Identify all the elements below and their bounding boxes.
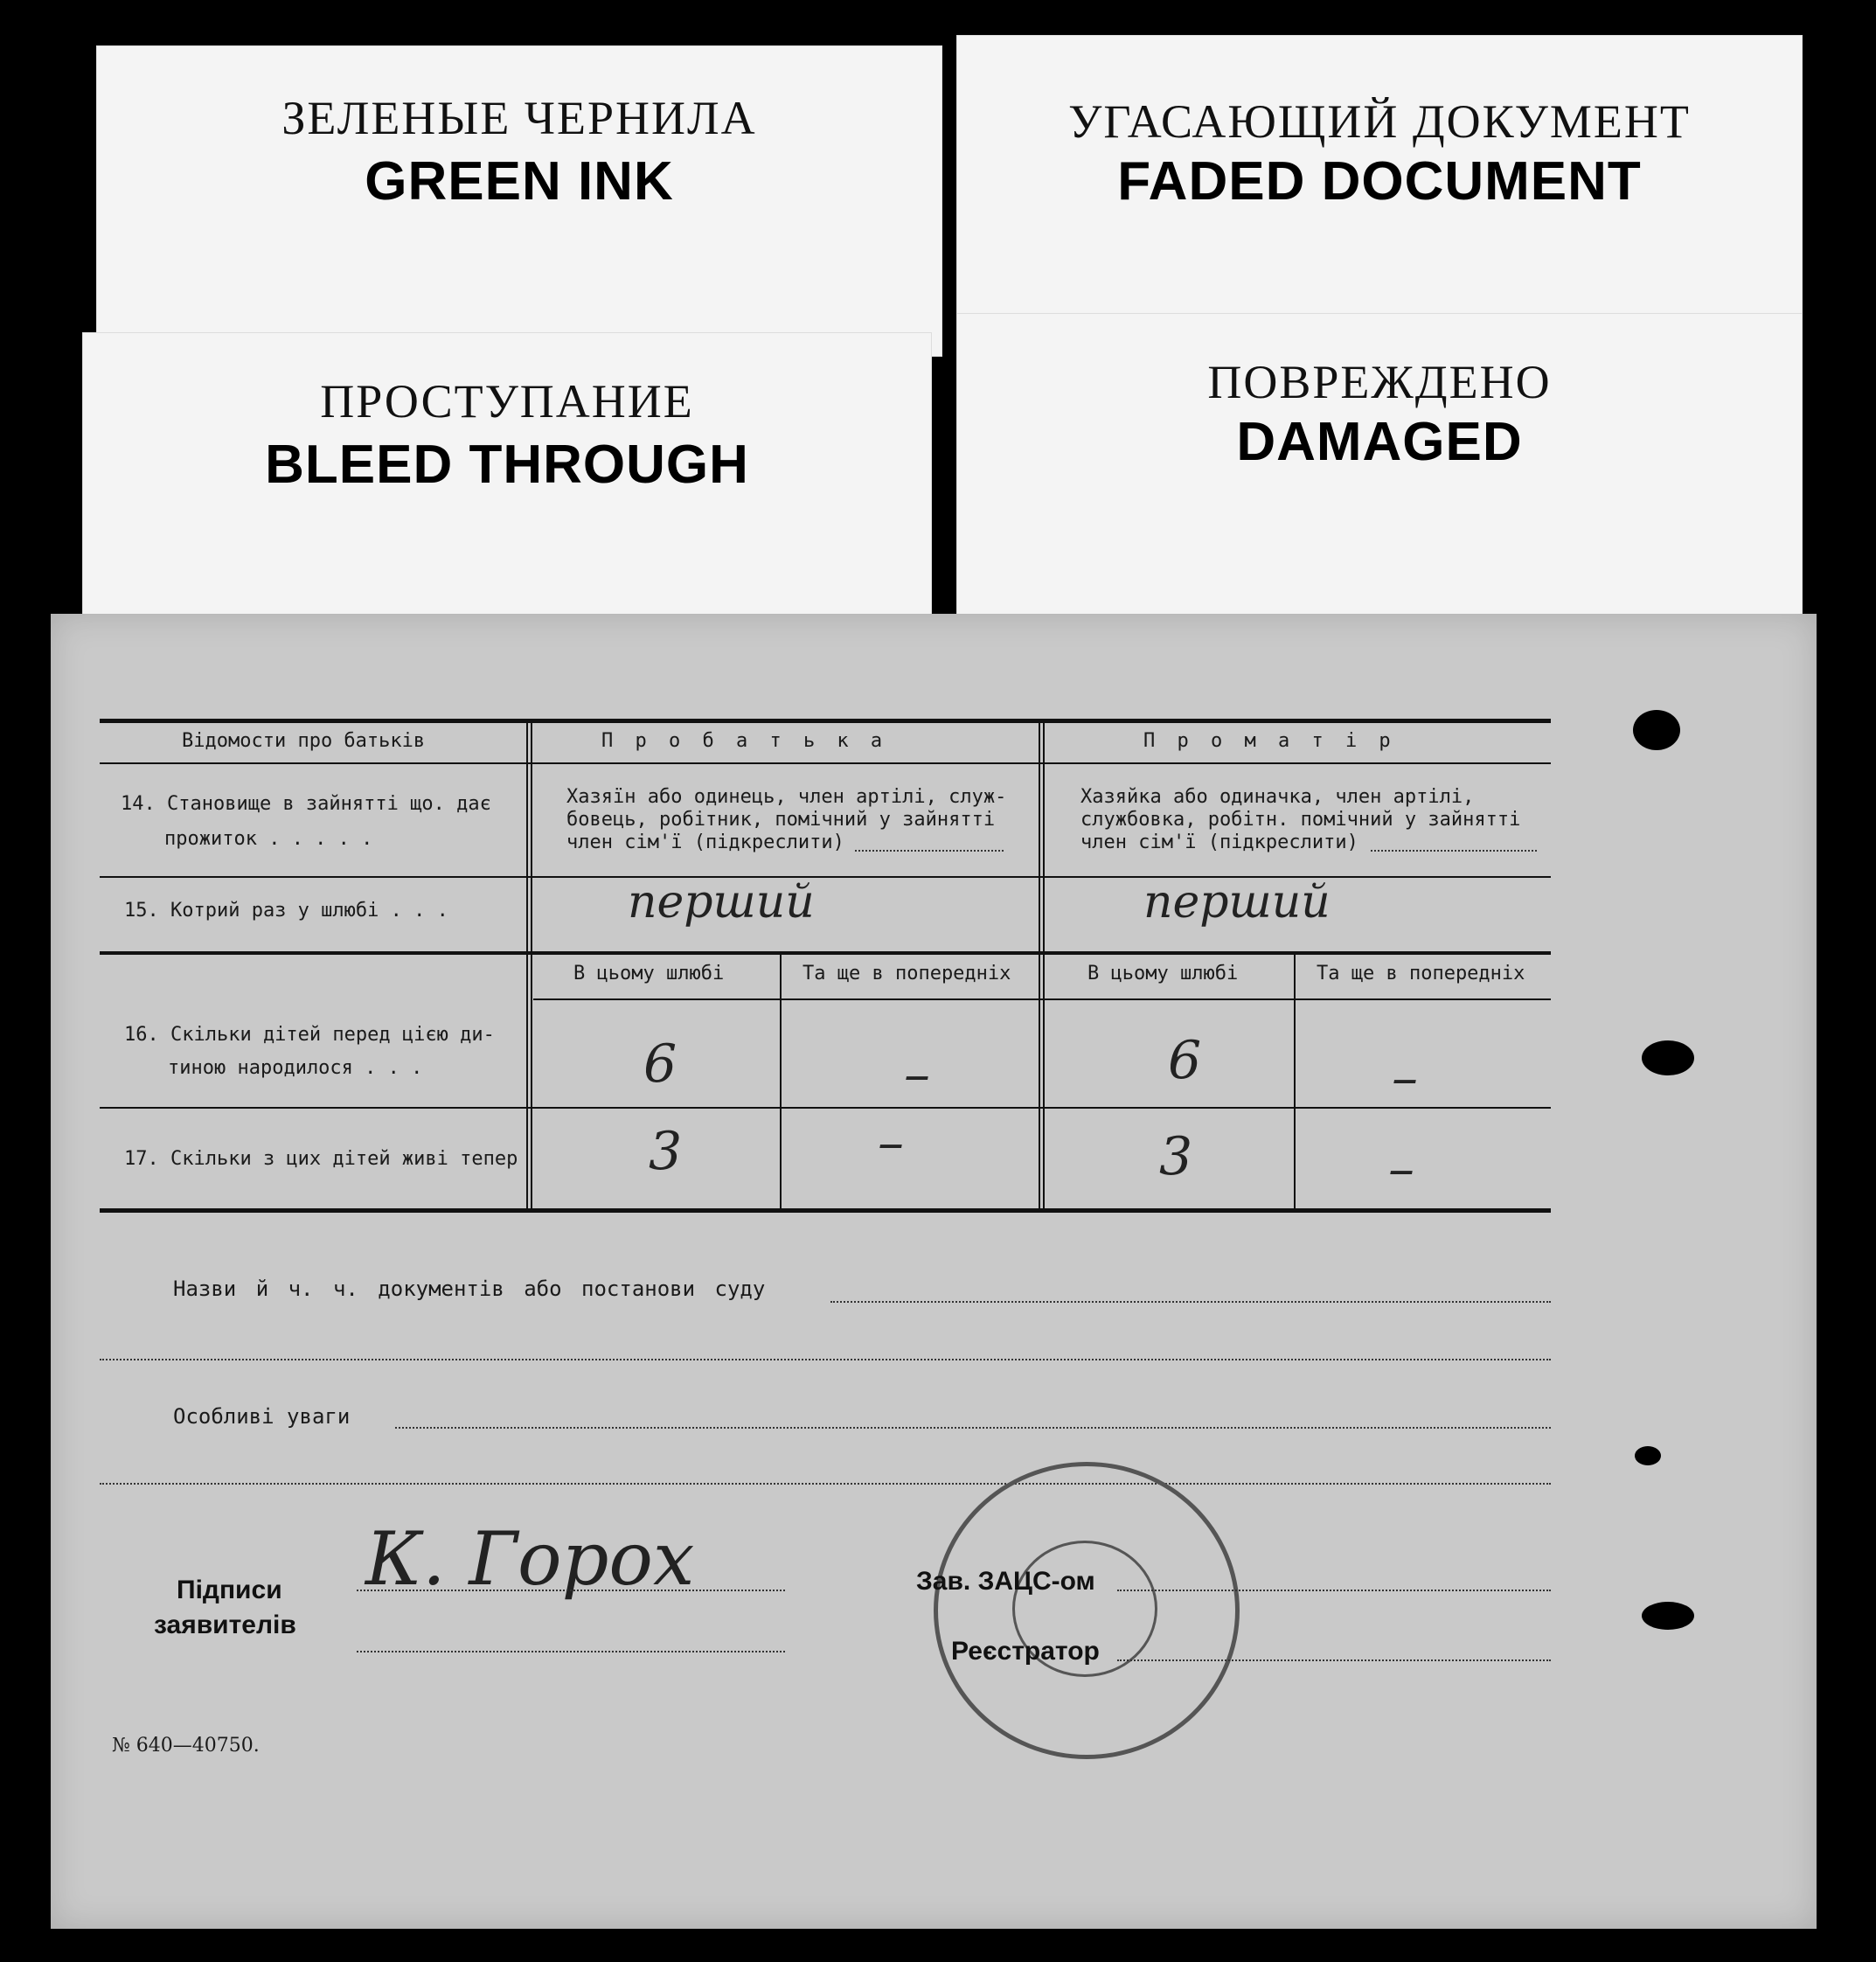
row16-father-prev: –	[904, 1044, 930, 1105]
green-ink-ru-label: ЗЕЛЕНЫЕ ЧЕРНИЛА	[281, 92, 757, 144]
row14-mother-line2: службовка, робітн. помічний у зайнятті	[1080, 809, 1521, 831]
registrar-label: Реєстратор	[951, 1637, 1100, 1666]
row16-label-line2: тиною народилося . . .	[168, 1057, 423, 1079]
row17-father-this: 3	[649, 1121, 683, 1182]
header-about-mother: П р о м а т і р	[1143, 730, 1396, 752]
faded-document-label-card	[956, 35, 1803, 357]
row16-label-line1: 16. Скільки дітей перед цією ди-	[124, 1024, 495, 1046]
faded-en-label: FADED DOCUMENT	[1117, 151, 1642, 212]
remarks-label: Особливі уваги	[173, 1404, 351, 1429]
damaged-label-card	[956, 313, 1803, 621]
row14-mother-line1: Хазяйка або одиначка, член артілі,	[1080, 786, 1475, 808]
signatures-label-2: заявителів	[154, 1611, 296, 1639]
green-ink-en-label: GREEN INK	[365, 151, 674, 212]
damage-hole	[1633, 710, 1680, 750]
row14-father-line1: Хазяїн або одинець, член артілі, служ-	[566, 786, 1007, 808]
subheader-mother-this-marriage: В цьому шлюбі	[1087, 963, 1239, 984]
row14-label-line1: 14. Становище в зайнятті що. дає	[121, 793, 491, 815]
green-ink-label-card	[96, 45, 942, 357]
bleed-ru-label: ПРОСТУПАНИЕ	[320, 375, 694, 428]
row16-mother-prev: –	[1392, 1047, 1418, 1109]
subheader-mother-previous: Та ще в попередніх	[1317, 963, 1525, 984]
damage-hole	[1635, 1446, 1661, 1465]
form-number: № 640—40750.	[112, 1735, 260, 1757]
subheader-father-this-marriage: В цьому шлюбі	[573, 963, 725, 984]
row15-label: 15. Котрий раз у шлюбі . . .	[124, 900, 448, 922]
row17-mother-this: 3	[1159, 1126, 1193, 1187]
row14-label-line2: прожиток . . . . .	[164, 828, 373, 850]
row14-mother-line3: член сім'ї (підкреслити)	[1080, 831, 1358, 853]
row16-father-this: 6	[643, 1033, 677, 1095]
row14-father-line3: член сім'ї (підкреслити)	[566, 831, 844, 853]
signatures-label-1: Підписи	[177, 1576, 282, 1604]
header-about-father: П р о б а т ь к а	[601, 730, 888, 752]
faded-ru-label: УГАСАЮЩИЙ ДОКУМЕНТ	[1068, 95, 1691, 148]
applicant-signature: К. Горох	[365, 1516, 695, 1602]
damaged-en-label: DAMAGED	[1236, 412, 1523, 472]
bleed-en-label: BLEED THROUGH	[265, 435, 749, 495]
row15-father-value: перший	[628, 876, 815, 929]
header-parents-info: Відомости про батьків	[182, 730, 426, 752]
head-of-registry-label: Зав. ЗАЦС-ом	[916, 1567, 1095, 1596]
subheader-father-previous: Та ще в попередніх	[803, 963, 1011, 984]
damage-hole	[1642, 1040, 1694, 1075]
damaged-ru-label: ПОВРЕЖДЕНО	[1207, 356, 1552, 408]
row16-mother-this: 6	[1168, 1030, 1202, 1091]
row15-mother-value: перший	[1143, 876, 1331, 929]
documents-label: Назви й ч. ч. документів або постанови суду	[173, 1277, 766, 1301]
row14-father-line2: бовець, робітник, помічний у зайнятті	[566, 809, 996, 831]
damage-hole	[1642, 1602, 1694, 1630]
birth-record-form	[51, 614, 1817, 1929]
row17-mother-prev: –	[1388, 1138, 1414, 1200]
row17-father-prev: –	[878, 1112, 904, 1173]
bleed-through-label-card	[82, 332, 932, 621]
row17-label: 17. Скільки з цих дітей живі тепер	[124, 1148, 518, 1170]
